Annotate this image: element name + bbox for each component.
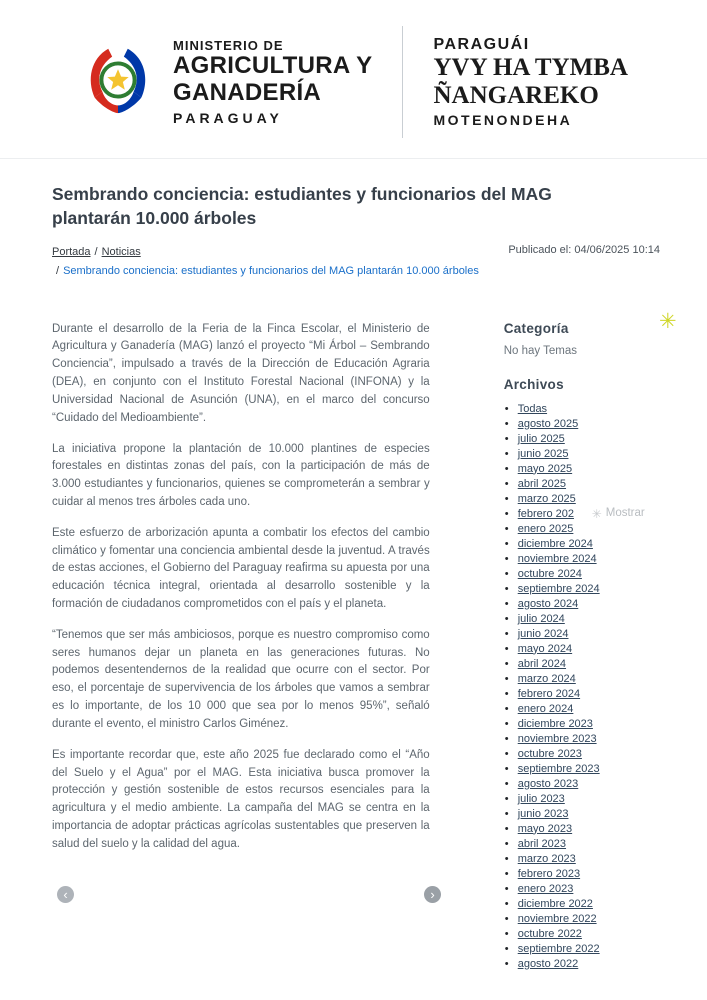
archive-item (504, 449, 660, 460)
archive-link[interactable]: septiembre 2022 (517, 942, 600, 955)
archive-link[interactable]: julio 2024 (517, 612, 565, 625)
breadcrumb-line2 (52, 262, 479, 281)
archive-item (504, 704, 660, 715)
article-body (52, 321, 430, 974)
archive-link[interactable]: Todas (517, 402, 548, 415)
page-title: Sembrando conciencia: estudiantes y funcionarios del MAG plantarán 10.000 árboles (52, 184, 552, 228)
archive-link[interactable]: octubre 2024 (517, 567, 582, 580)
archive-item (504, 854, 660, 865)
published-date: Publicado el: 04/06/2025 10:14 (508, 244, 660, 257)
breadcrumb (52, 243, 479, 280)
category-empty-text: No hay Temas (503, 344, 577, 357)
archive-link[interactable]: abril 2024 (517, 657, 567, 670)
archive-link[interactable]: octubre 2023 (517, 747, 582, 760)
archive-link[interactable]: mayo 2024 (517, 642, 573, 655)
archive-link[interactable]: febrero 202 (517, 507, 574, 520)
header-divider (402, 26, 403, 138)
archive-link[interactable]: agosto 2022 (517, 957, 579, 970)
archive-link[interactable]: noviembre 2024 (517, 552, 597, 565)
article-paragraph: Es importante recordar que, este año 2025 fue declarado como el “Año del Suelo y el Agua” por el MAG. Esta iniciativa busca promover la protección y gestión sostenible de estos recursos esenciales para la agricultura y el medio ambiente. La campaña del MAG se centra en la importancia de adoptar prácticas agrícolas sustentables que preserven la salud del suelo y la calidad del agua. (52, 748, 430, 850)
guarani-line1: PARAGUÁI (433, 36, 530, 53)
archive-link[interactable]: febrero 2024 (517, 687, 581, 700)
archive-link[interactable]: agosto 2023 (517, 777, 579, 790)
main-area (0, 159, 707, 974)
spinner-icon: ✳ (591, 506, 602, 521)
archive-item (504, 839, 660, 850)
archive-item (504, 659, 660, 670)
archive-item (504, 719, 660, 730)
meta-row (52, 243, 660, 280)
archive-item (504, 434, 660, 445)
breadcrumb-home-link[interactable]: Portada (52, 246, 91, 259)
content-row (52, 321, 660, 974)
archive-item (504, 899, 660, 910)
archive-item (504, 824, 660, 835)
sidebar (504, 321, 660, 974)
archives-list (504, 404, 660, 970)
breadcrumb-current-link[interactable]: Sembrando conciencia: estudiantes y funcionarios del MAG plantarán 10.000 árboles (63, 264, 479, 277)
archive-item (504, 494, 660, 505)
site-header (0, 0, 707, 159)
mag-coat-of-arms-logo (79, 41, 157, 124)
archive-link[interactable]: diciembre 2022 (517, 897, 593, 910)
ministry-line4: PARAGUAY (173, 109, 283, 126)
archive-link[interactable]: octubre 2022 (517, 927, 582, 940)
guarani-line2: YVY HA TYMBA (433, 54, 628, 81)
archive-link[interactable]: agosto 2024 (517, 597, 579, 610)
archive-item (504, 644, 660, 655)
archive-link[interactable]: enero 2024 (517, 702, 574, 715)
paraguay-emblem-icon (79, 41, 157, 119)
breadcrumb-separator: / (94, 246, 98, 259)
archive-item (504, 689, 660, 700)
ministry-line2: AGRICULTURA Y (173, 52, 373, 80)
archive-item (504, 944, 660, 955)
archive-item (504, 779, 660, 790)
archive-link[interactable]: julio 2025 (517, 432, 565, 445)
archive-link[interactable]: marzo 2023 (517, 852, 576, 865)
archive-link[interactable]: febrero 2023 (517, 867, 581, 880)
archive-item (504, 629, 660, 640)
archive-link[interactable]: diciembre 2024 (517, 537, 593, 550)
archive-item (504, 554, 660, 565)
archive-item (504, 734, 660, 745)
archive-link[interactable]: marzo 2025 (517, 492, 576, 505)
archive-link[interactable]: julio 2023 (517, 792, 565, 805)
archive-item (504, 506, 660, 521)
guarani-wordmark (433, 36, 627, 128)
guarani-line3: ÑANGAREKO (433, 81, 599, 109)
archive-item (504, 404, 660, 415)
archive-link[interactable]: noviembre 2022 (517, 912, 597, 925)
archive-item (504, 764, 660, 775)
archive-item (504, 929, 660, 940)
archive-item (504, 419, 660, 430)
mostrar-label: Mostrar (605, 507, 645, 520)
archive-link[interactable]: enero 2025 (517, 522, 574, 535)
archive-item (504, 869, 660, 880)
archive-link[interactable]: abril 2025 (517, 477, 567, 490)
archive-item (504, 599, 660, 610)
ministry-wordmark (173, 38, 372, 126)
archive-item (504, 524, 660, 535)
article-paragraph: Durante el desarrollo de la Feria de la Finca Escolar, el Ministerio de Agricultura y Ganadería (MAG) lanzó el proyecto “Mi Árbol – Sembrando Conciencia”, impulsado a través de la Dirección de Educación Agraria (DEA), en conjunto con el Instituto Forestal Nacional (INFONA) y la Universidad Nacional de Asunción (UNA), en el marco del concurso “Cuidado del Medioambiente”. (52, 322, 430, 424)
archive-item (504, 884, 660, 895)
guarani-line4: MOTENONDEHA (433, 112, 573, 128)
archive-link[interactable]: septiembre 2023 (517, 762, 600, 775)
archive-item (504, 914, 660, 925)
archive-item (504, 959, 660, 970)
archive-link[interactable]: junio 2023 (517, 807, 569, 820)
archive-link[interactable]: agosto 2025 (517, 417, 579, 430)
archive-item (504, 794, 660, 805)
category-heading: Categoría (503, 320, 569, 336)
breadcrumb-section-link[interactable]: Noticias (101, 246, 141, 259)
archive-item (504, 614, 660, 625)
archive-item (504, 674, 660, 685)
accessibility-widget-icon[interactable]: ✳ (659, 310, 677, 333)
archive-link[interactable]: junio 2025 (517, 447, 569, 460)
archive-item (504, 539, 660, 550)
archive-item (504, 584, 660, 595)
archive-item (504, 464, 660, 475)
archive-link[interactable]: septiembre 2024 (517, 582, 600, 595)
archive-link[interactable]: marzo 2024 (517, 672, 576, 685)
archives-heading: Archivos (503, 376, 564, 392)
archive-link[interactable]: junio 2024 (517, 627, 569, 640)
archive-item (504, 809, 660, 820)
breadcrumb-line1 (52, 246, 141, 258)
archive-link[interactable]: noviembre 2023 (517, 732, 597, 745)
ministry-line1: MINISTERIO DE (173, 38, 284, 54)
ministry-line3: GANADERÍA (173, 79, 322, 106)
archive-item (504, 749, 660, 760)
archive-link[interactable]: abril 2023 (517, 837, 567, 850)
article-paragraph: La iniciativa propone la plantación de 10.000 plantines de especies forestales en distintas zonas del país, con la participación de más de 3.000 estudiantes y funcionarios, quienes se comprometerán a sembrar y cuidar al menos tres árboles cada uno. (52, 442, 430, 508)
carousel-prev-button[interactable]: ‹ (57, 886, 74, 903)
mostrar-tooltip[interactable] (590, 508, 647, 520)
breadcrumb-separator: / (56, 264, 60, 277)
archive-link[interactable]: enero 2023 (517, 882, 574, 895)
archive-link[interactable]: mayo 2025 (517, 462, 573, 475)
archive-item (504, 479, 660, 490)
archive-item (504, 569, 660, 580)
article-paragraph: Este esfuerzo de arborización apunta a combatir los efectos del cambio climático y fomentar una conciencia ambiental desde la juventud. A través de estas acciones, el Gobierno del Paraguay reafirma su apuesta por una educación técnica integral, orientada al desarrollo sostenible y la formación de ciudadanos comprometidos con el país y el planeta. (52, 526, 430, 610)
archive-link[interactable]: mayo 2023 (517, 822, 573, 835)
archive-link[interactable]: diciembre 2023 (517, 717, 593, 730)
article-paragraph: “Tenemos que ser más ambiciosos, porque es nuestro compromiso como seres humanos dejar un planeta en las generaciones futuras. No podemos desentendernos de la realidad que ocurre con el sector. Por eso, el porcentaje de supervivencia de los árboles que vamos a sembrar es lo importante, de los 10 000 que sea por lo menos 95%”, señaló durante el evento, el ministro Carlos Giménez. (52, 628, 430, 730)
carousel-next-button[interactable]: › (424, 886, 441, 903)
